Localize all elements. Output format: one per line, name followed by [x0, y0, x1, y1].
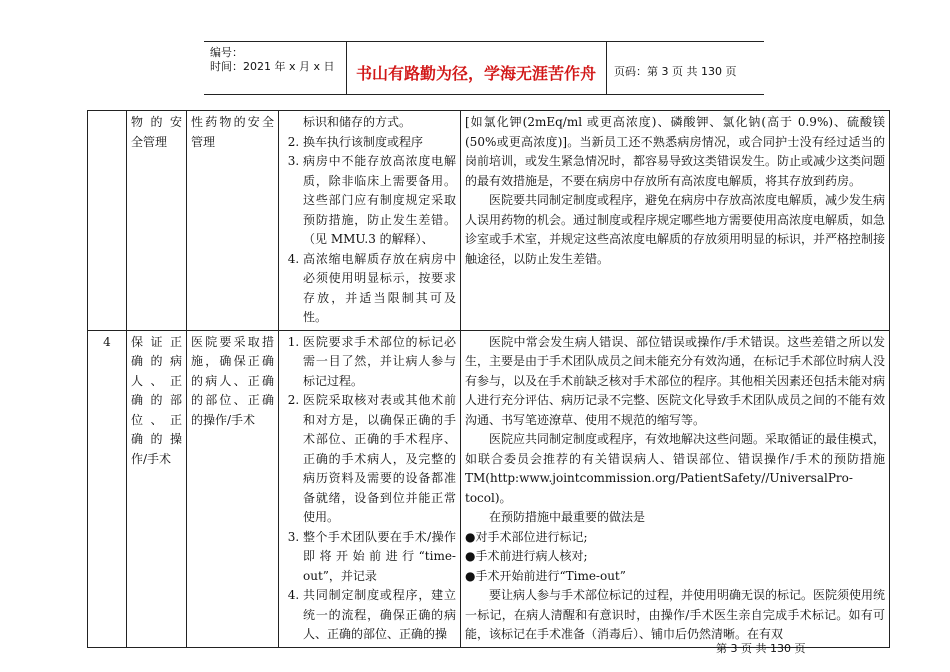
list-item: 2. 换车执行该制度或程序 — [303, 133, 456, 153]
document-number-label: 编号： — [210, 46, 243, 59]
bullet-item: ●对手术部位进行标记; — [465, 529, 588, 544]
explanation-paragraph: 医院中常会发生病人错误、部位错误或操作/手术错误。这些差错之所以发生，主要是由于手术团队成员之间未能充分有效沟通，在标记手术部位时病人没有参与，以及在手术前缺乏核对手术部位的程序。其他相关因素还包括未能对病人进行充分评估、病历记录不完整、医院文化导致手术团队成员之间的不能有效沟通、书写笔迹潦草、使用不规范的缩写等。 — [465, 334, 886, 427]
table-row — [88, 111, 890, 331]
explanation-paragraph: 医院要共同制定制度或程序，避免在病房中存放高浓度电解质，减少发生病人误用药物的机会。通过制度或程序规定哪些地方需要使用高浓度电解质，如急诊室或手术室，并规定这些高浓度电解质的存放须用明显的标识，并严格控制接触途径，以防止发生差错。 — [465, 193, 886, 266]
measures-list — [283, 133, 456, 328]
header-motto: 书山有路勤为径，学海无涯苦作舟 — [355, 64, 596, 83]
list-item: 3. 整个手术团队要在手术/操作即将开始前进行“time-out”，并记录 — [303, 528, 456, 587]
page-footer: 第 3 页 共 130 页 — [716, 642, 806, 655]
bullet-item: ●手术开始前进行“Time-out” — [465, 568, 626, 583]
standards-table — [87, 110, 890, 648]
list-item: 1. 医院要求手术部位的标记必需一目了然，并让病人参与标记过程。 — [303, 333, 456, 392]
explanation-paragraph: 在预防措施中最重要的做法是 — [489, 510, 646, 524]
header-top-rule — [204, 41, 764, 42]
goal-cell: 保 证 正 确 的 病 人 、 正 确 的 部 位 、 正 确 的 操作/手术 — [127, 330, 187, 647]
explanation-cell — [461, 330, 890, 647]
explanation-paragraph: [如氯化钾(2mEq/ml 或更高浓度)、磷酸钾、氯化钠(高于 0.9%)、硫酸镁(50%或更高浓度)]。当新员工还不熟悉病房情况，或合同护士没有经过适当的岗前培训，或发生紧急情况时，都容易导致这类错误发生。防止或减少这类问题的最有效措施是，不要在病房中存放所有高浓度电解质，将其存放到药房。 — [465, 115, 886, 188]
header-bottom-rule — [204, 94, 764, 95]
list-item: 4. 共同制定制度或程序，建立统一的流程，确保正确的病人、正确的部位、正确的操 — [303, 586, 456, 645]
measures-list — [283, 333, 456, 645]
explanation-paragraph: 医院应共同制定制度或程序，有效地解决这些问题。采取循证的最佳模式，如联合委员会推荐的有关错误病人、错误部位、错误操作/手术的预防措施 TM(http:www.jointcommission.org/PatientSafety//UniversalPro-tocol)。 — [465, 432, 886, 505]
document-date: 时间：2021 年 x 月 x 日 — [210, 60, 335, 73]
standard-cell: 医院要采取措施，确保正确的病人、正确的部位、正确的操作/手术 — [187, 330, 279, 647]
standard-cell: 性药物的安全管理 — [187, 111, 279, 331]
list-item: 4. 高浓缩电解质存放在病房中必须使用明显标示，按要求存放，并适当限制其可及性。 — [303, 250, 456, 328]
goal-cell: 物 的 安全管理 — [127, 111, 187, 331]
list-item: 2. 医院采取核对表或其他术前和对方是，以确保正确的手术部位、正确的手术程序、正确的手术病人，及完整的病历资料及需要的设备都准备就绪，设备到位并能正常使用。 — [303, 391, 456, 528]
measure-continued: 标识和储存的方式。 — [303, 115, 412, 129]
bullet-item: ●手术前进行病人核对; — [465, 549, 588, 563]
list-item: 3. 病房中不能存放高浓度电解质，除非临床上需要备用。这些部门应有制度规定采取预防措施，防止发生差错。（见 MMU.3 的解释）、 — [303, 152, 456, 250]
header-page-code: 页码：第 3 页 共 130 页 — [614, 65, 737, 78]
measures-cell — [279, 111, 461, 331]
measures-cell — [279, 330, 461, 647]
row-number — [88, 111, 127, 331]
explanation-cell — [461, 111, 890, 331]
row-number: 4 — [88, 330, 127, 647]
explanation-paragraph: 要让病人参与手术部位标记的过程，并使用明确无误的标记。医院须使用统一标记，在病人清醒和有意识时，由操作/手术医生亲自完成手术标记。如有可能，该标记在手术准备（消毒后）、铺巾后仍然清晰。在有双 — [465, 588, 886, 641]
table-row — [88, 330, 890, 647]
page-header — [204, 41, 764, 96]
header-divider — [606, 41, 607, 95]
